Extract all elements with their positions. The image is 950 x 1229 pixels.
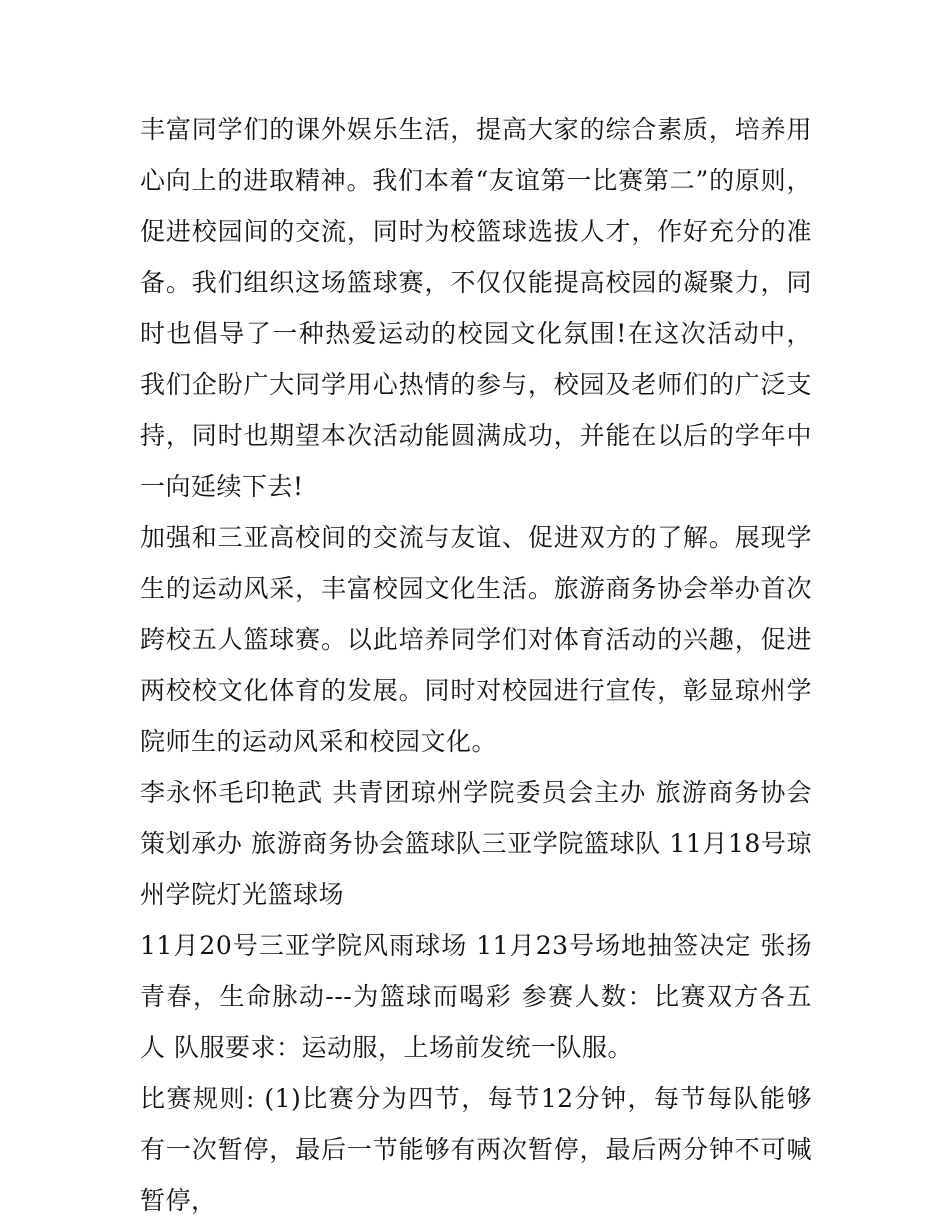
paragraph-organizers: 李永怀毛印艳武 共青团琼州学院委员会主办 旅游商务协会策划承办 旅游商务协会篮球队三亚学院篮球队 11月18号琼州学院灯光篮球场	[140, 778, 812, 909]
document-body	[140, 104, 812, 1226]
paragraph-purpose: 加强和三亚高校间的交流与友谊、促进双方的了解。展现学生的运动风采，丰富校园文化生活。旅游商务协会举办首次跨校五人篮球赛。以此培养同学们对体育活动的兴趣，促进两校校文化体育的发展。同时对校园进行宣传，彰显琼州学院师生的运动风采和校园文化。	[140, 523, 812, 756]
paragraph-schedule: 11月20号三亚学院风雨球场 11月23号场地抽签决定 张扬青春，生命脉动---为篮球而喝彩 参赛人数：比赛双方各五人 队服要求：运动服，上场前发统一队服。	[140, 931, 812, 1062]
paragraph-intro: 丰富同学们的课外娱乐生活，提高大家的综合素质，培养用心向上的进取精神。我们本着“友谊第一比赛第二”的原则，促进校园间的交流，同时为校篮球选拔人才，作好充分的准备。我们组织这场篮球赛，不仅仅能提高校园的凝聚力，同时也倡导了一种热爱运动的校园文化氛围!在这次活动中，我们企盼广大同学用心热情的参与，校园及老师们的广泛支持，同时也期望本次活动能圆满成功，并能在以后的学年中一向延续下去!	[140, 115, 812, 501]
paragraph-rules: 比赛规则: (1)比赛分为四节，每节12分钟，每节每队能够有一次暂停，最后一节能够有两次暂停，最后两分钟不可喊暂停，	[140, 1084, 812, 1215]
